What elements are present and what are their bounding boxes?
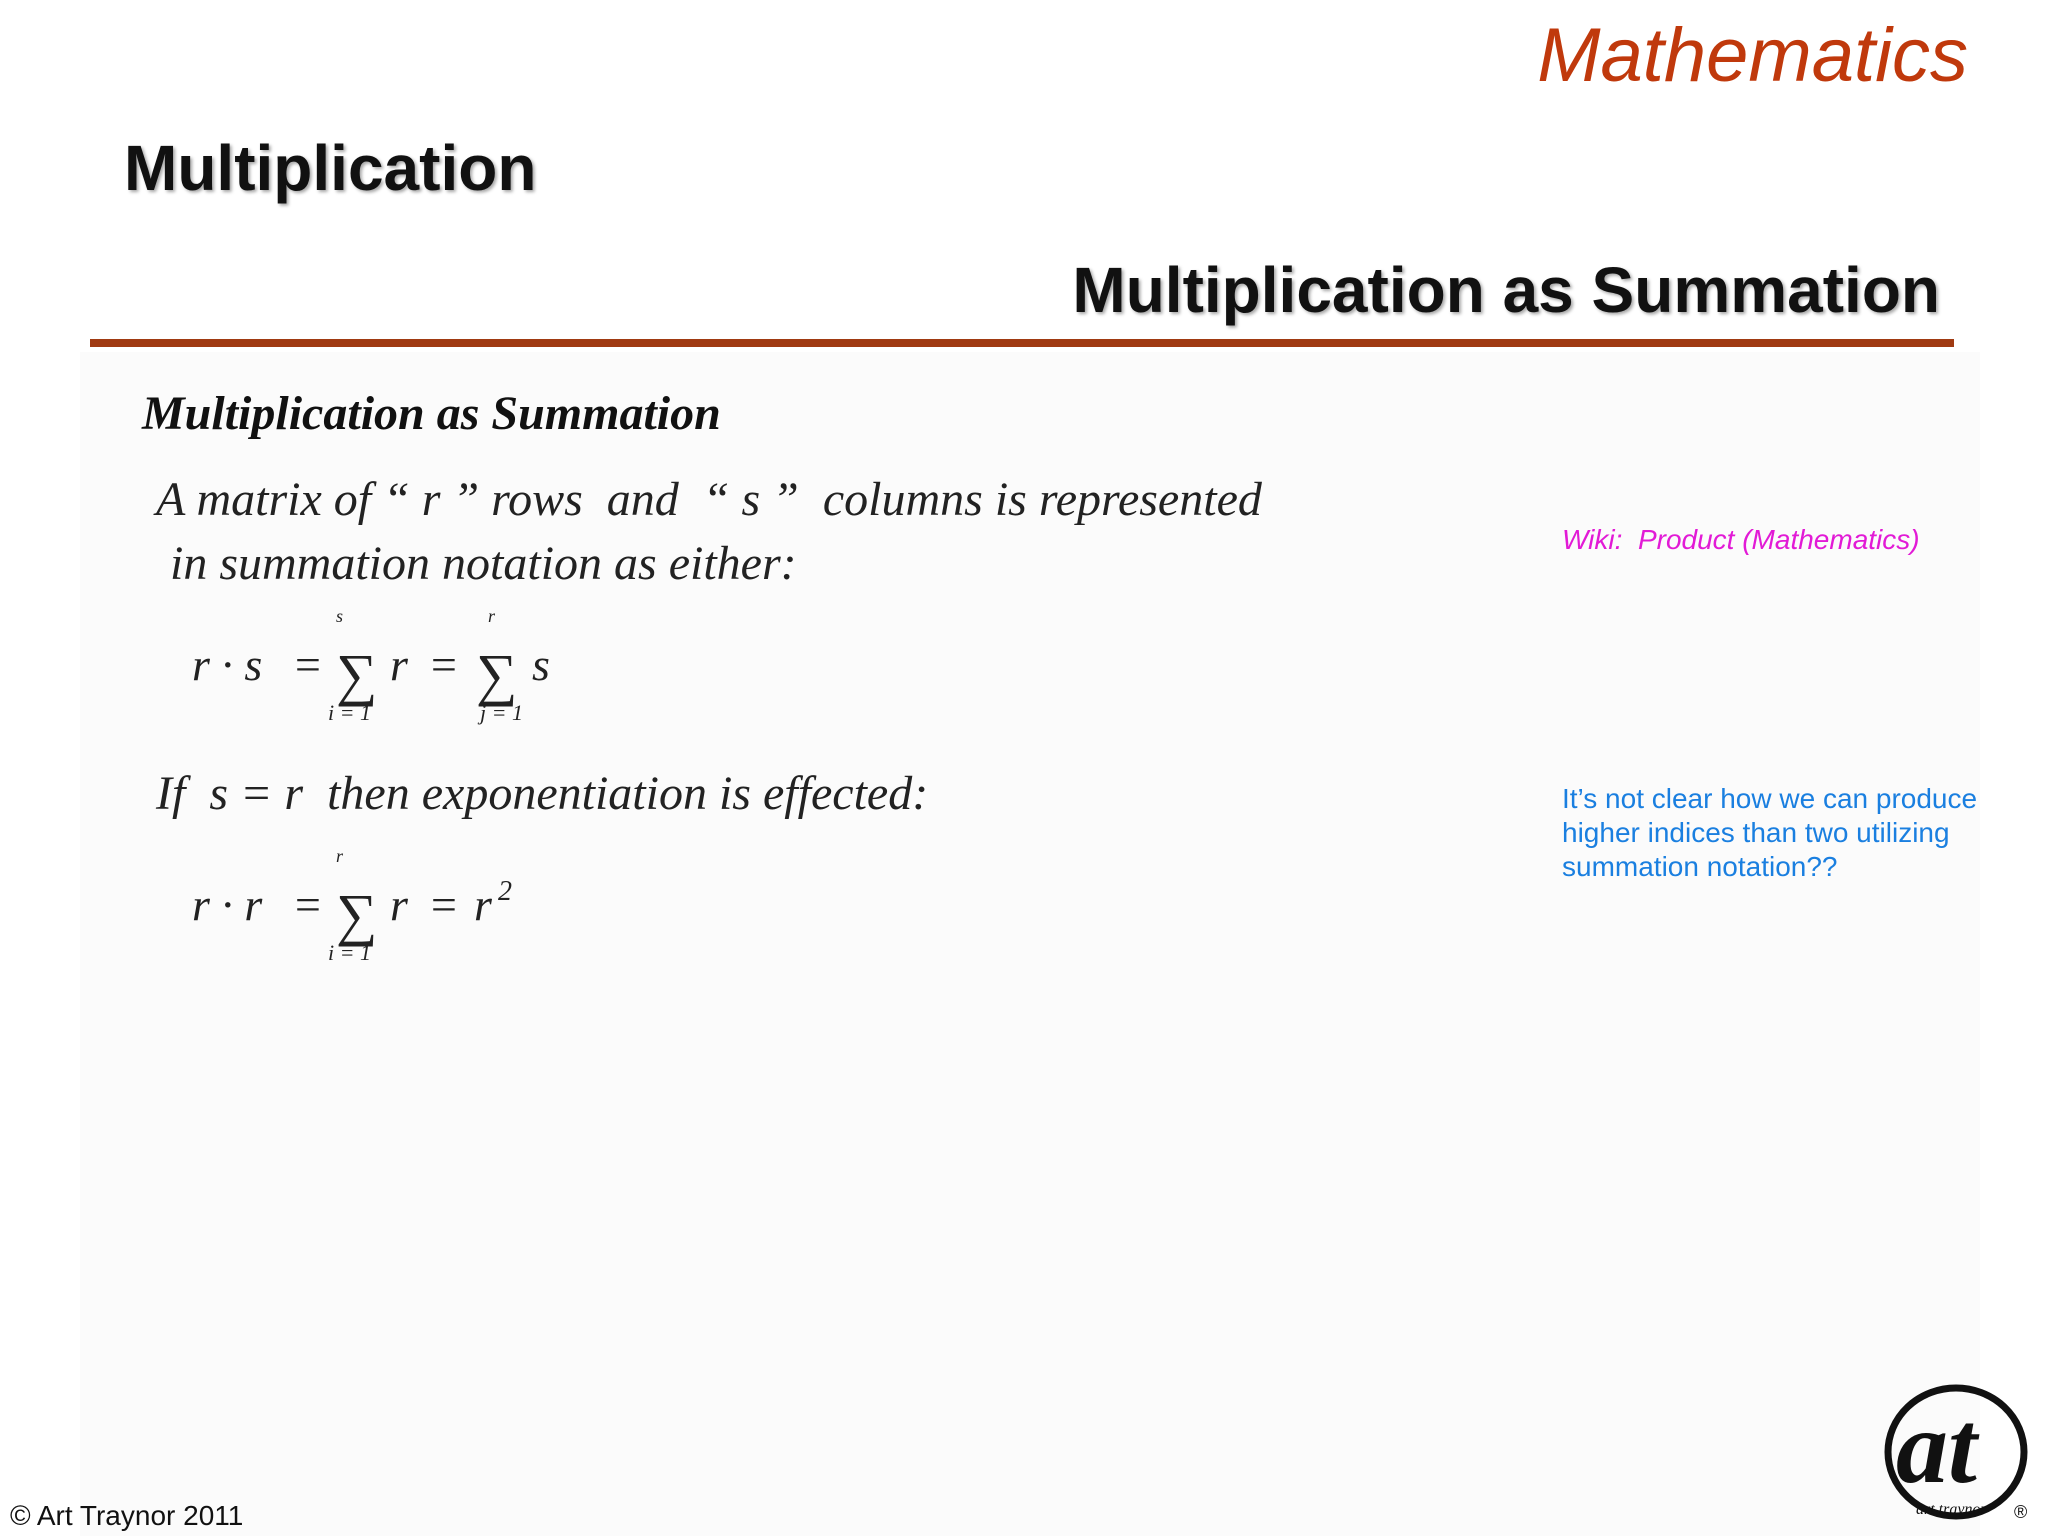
formula-2 <box>180 848 740 978</box>
formula-1-sum-2-upper: r <box>488 606 496 626</box>
formula-1-sum-1-upper: s <box>336 606 344 626</box>
formula-2-eq-2: = <box>428 879 460 930</box>
formula-1-sum-2-term: s <box>532 639 550 690</box>
slide-title: Multiplication as Summation <box>1072 254 1940 326</box>
formula-2-result-exponent: 2 <box>498 876 512 907</box>
formula-1-sum-1-term: r <box>390 639 408 690</box>
formula-2-sum-lower: i = 1 <box>328 940 371 965</box>
logo-letters: at <box>1896 1390 1977 1505</box>
registered-mark-icon: ® <box>2014 1502 2028 1522</box>
formula-2-result-base: r <box>474 879 492 930</box>
note <box>1562 782 2022 884</box>
logo-subtext: art traynor <box>1916 1501 1987 1518</box>
formula-1-eq-2: = <box>428 639 460 690</box>
formula-1 <box>180 608 740 738</box>
paragraph-2: If s = r then exponentiation is effected: <box>156 767 929 820</box>
copyright: © Art Traynor 2011 <box>10 1500 244 1531</box>
note-line: It’s not clear how we can produce <box>1562 783 1978 814</box>
title-divider <box>90 339 1954 347</box>
section-title: Multiplication <box>124 132 537 204</box>
formula-1-sum-2-lower: j = 1 <box>480 700 523 725</box>
formula-1-eq-1: = <box>292 639 324 690</box>
note-line: summation notation?? <box>1562 851 1838 882</box>
paragraph-1-line-2: in summation notation as either: <box>170 537 797 590</box>
formula-2-eq-1: = <box>292 879 324 930</box>
topic-title: Mathematics <box>1537 13 1968 98</box>
note-line: higher indices than two utilizing <box>1562 817 1950 848</box>
paragraph-1-line-1: A matrix of “ r ” rows and “ s ” columns is represented <box>156 473 1262 526</box>
formula-1-lhs: r · s <box>192 639 263 690</box>
formula-2-lhs: r · r <box>192 879 263 930</box>
wiki-link[interactable]: Wiki: Product (Mathematics) <box>1562 524 1920 555</box>
formula-1-sum-1-lower: i = 1 <box>328 700 371 725</box>
sigma-icon: ∑ <box>336 642 378 707</box>
formula-2-sum-term: r <box>390 879 408 930</box>
formula-2-sum-upper: r <box>336 846 344 866</box>
sigma-icon: ∑ <box>336 882 378 947</box>
art-traynor-logo <box>1878 1378 2038 1528</box>
sigma-icon: ∑ <box>476 642 518 707</box>
subheading: Multiplication as Summation <box>142 387 721 440</box>
